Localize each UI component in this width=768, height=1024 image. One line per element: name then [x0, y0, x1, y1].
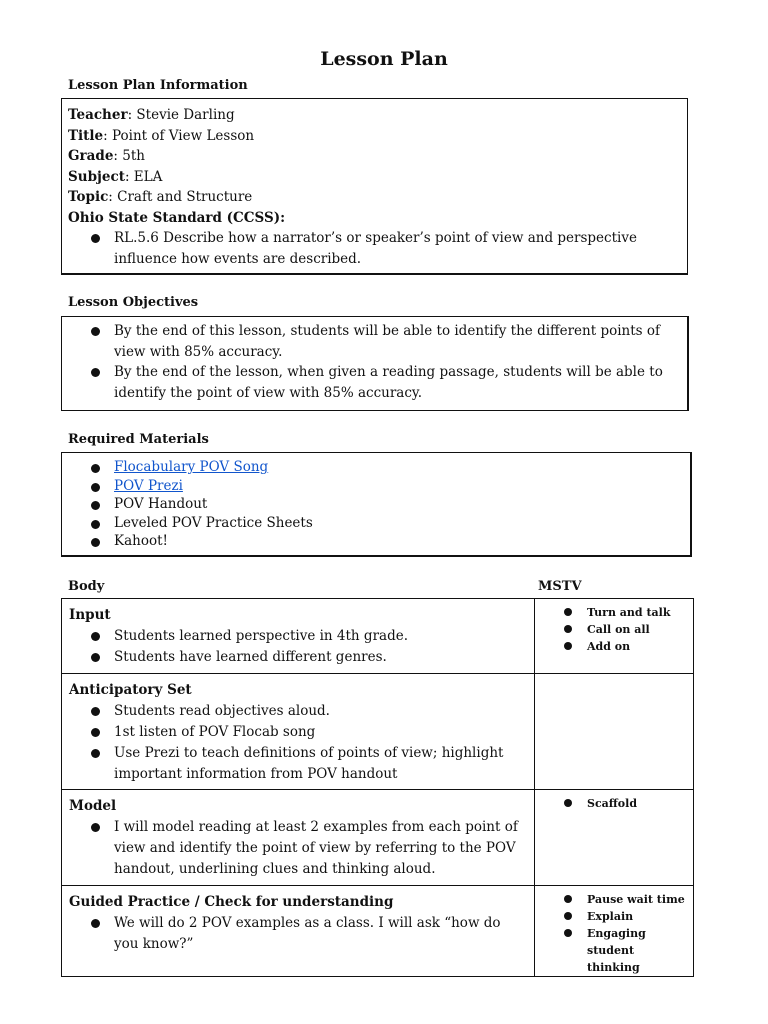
subject-value: : ELA: [124, 168, 163, 185]
mstv-item: Scaffold: [535, 795, 689, 812]
body-main-cell: [62, 886, 535, 977]
mstv-cell: [535, 790, 694, 886]
mstv-item: Turn and talk: [535, 604, 689, 621]
title-key: Title: [68, 127, 104, 144]
material-item: [62, 477, 690, 496]
row-item: Students learned perspective in 4th grade.: [69, 626, 526, 647]
objective-item: By the end of this lesson, students will be able to identify the different points of view with 85% accuracy.: [62, 321, 677, 362]
row-items: [69, 701, 526, 785]
objectives-box: [61, 316, 689, 411]
mstv-item: Add on: [535, 638, 689, 655]
topic-key: Topic: [68, 189, 109, 205]
mstv-list: [535, 795, 689, 812]
row-title: Model: [69, 798, 117, 814]
objective-item: By the end of the lesson, when given a reading passage, students will be able to identify the point of view with 85% accuracy.: [62, 362, 677, 403]
row-item: I will model reading at least 2 examples from each point of view and identify the point of view by referring to the POV handout, underlining clues and thinking aloud.: [69, 817, 526, 880]
row-items: [69, 626, 526, 668]
topic-value: : Craft and Structure: [108, 189, 253, 205]
mstv-item: Call on all: [535, 621, 689, 638]
grade-key: Grade: [68, 148, 114, 164]
table-row-input: [62, 599, 694, 674]
mstv-list: [535, 891, 689, 976]
title-line: [68, 126, 687, 147]
subject-key: Subject: [68, 168, 125, 185]
row-title: Anticipatory Set: [69, 682, 192, 698]
body-main-cell: [62, 674, 535, 790]
topic-line: [68, 187, 687, 208]
materials-box: [61, 452, 692, 557]
mstv-item: Engaging student thinking: [535, 925, 689, 976]
pov-prezi-link[interactable]: POV Prezi: [114, 477, 183, 494]
grade-value: : 5th: [113, 148, 145, 164]
row-item: Students read objectives aloud.: [69, 701, 526, 722]
material-item: POV Handout: [62, 495, 690, 514]
mstv-item: Explain: [535, 908, 689, 925]
standard-item: RL.5.6 Describe how a narrator’s or speaker’s point of view and perspective influence how events are described.: [68, 228, 687, 269]
materials-list: [62, 458, 690, 551]
body-main-cell: [62, 790, 535, 886]
teacher-key: Teacher: [68, 107, 128, 123]
materials-section-label: Required Materials: [68, 432, 209, 447]
row-items: [69, 913, 526, 955]
row-title: Input: [69, 607, 111, 623]
table-row-model: [62, 790, 694, 886]
mstv-cell: [535, 886, 694, 977]
row-item: 1st listen of POV Flocab song: [69, 722, 526, 743]
standard-label: [68, 208, 687, 229]
objectives-section-label: Lesson Objectives: [68, 295, 199, 310]
mstv-column-label: MSTV: [538, 579, 582, 594]
row-items: [69, 817, 526, 880]
material-item: [62, 458, 690, 477]
standard-label-text: Ohio State Standard (CCSS):: [68, 209, 286, 226]
material-item: Kahoot!: [62, 532, 690, 551]
teacher-line: [68, 105, 687, 126]
page-title: Lesson Plan: [320, 48, 448, 70]
flocabulary-song-link[interactable]: Flocabulary POV Song: [114, 459, 269, 475]
info-box: [61, 98, 688, 275]
objectives-list: [62, 321, 677, 403]
table-row-guided-practice: [62, 886, 694, 977]
body-section-label: Body: [68, 579, 105, 594]
row-item: Students have learned different genres.: [69, 647, 526, 668]
body-main-cell: [62, 599, 535, 674]
info-section-label: Lesson Plan Information: [68, 78, 248, 93]
mstv-cell: [535, 674, 694, 790]
mstv-cell: [535, 599, 694, 674]
standards-list: [68, 228, 687, 269]
material-item: Leveled POV Practice Sheets: [62, 514, 690, 533]
row-item: Use Prezi to teach definitions of points of view; highlight important information from POV handout: [69, 743, 526, 785]
grade-line: [68, 146, 687, 167]
row-item: We will do 2 POV examples as a class. I will ask “how do you know?”: [69, 913, 526, 955]
table-row-anticipatory: [62, 674, 694, 790]
row-title: Guided Practice / Check for understanding: [69, 894, 394, 910]
mstv-list: [535, 604, 689, 655]
mstv-item: Pause wait time: [535, 891, 689, 908]
teacher-value: : Stevie Darling: [127, 107, 235, 123]
title-value: : Point of View Lesson: [103, 127, 255, 144]
body-table: [61, 598, 694, 977]
subject-line: [68, 167, 687, 188]
